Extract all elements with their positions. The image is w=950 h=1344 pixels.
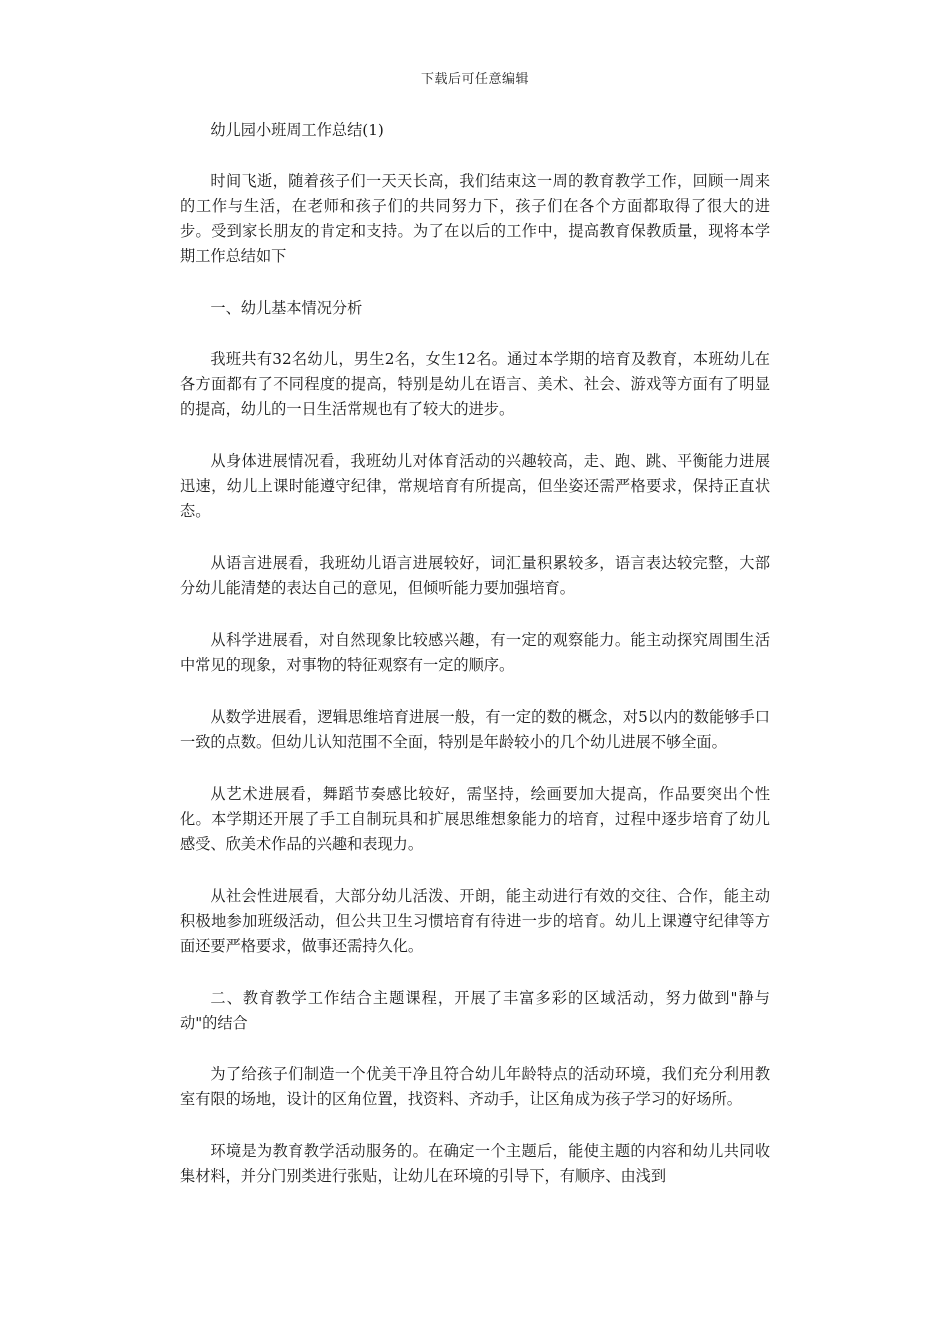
paragraph-social: 从社会性进展看，大部分幼儿活泼、开朗，能主动进行有效的交往、合作，能主动积极地参加班级活动，但公共卫生习惯培育有待进一步的培育。幼儿上课遵守纪律等方面还要严格要求，做事还需持久化。 xyxy=(180,887,770,955)
paragraph-math: 从数学进展看，逻辑思维培育进展一般，有一定的数的概念，对5以内的数能够手口一致的点数。但幼儿认知范围不全面，特别是年龄较小的几个幼儿进展不够全面。 xyxy=(180,708,770,751)
paragraph-science: 从科学进展看，对自然现象比较感兴趣，有一定的观察能力。能主动探究周围生活中常见的现象，对事物的特征观察有一定的顺序。 xyxy=(180,631,770,674)
page-header: 下载后可任意编辑 xyxy=(420,72,529,87)
paragraph-physical: 从身体进展情况看，我班幼儿对体育活动的兴趣较高，走、跑、跳、平衡能力进展迅速，幼儿上课时能遵守纪律，常规培育有所提高，但坐姿还需严格要求，保持正直状态。 xyxy=(180,452,770,520)
section-heading-2: 二、教育教学工作结合主题课程，开展了丰富多彩的区域活动，努力做到"静与动"的结合 xyxy=(180,989,770,1032)
paragraph-art: 从艺术进展看，舞蹈节奏感比较好，需坚持，绘画要加大提高，作品要突出个性化。本学期还开展了手工自制玩具和扩展思维想象能力的培育，过程中逐步培育了幼儿感受、欣美术作品的兴趣和表现力。 xyxy=(180,785,770,853)
document-title: 幼儿园小班周工作总结(1) xyxy=(210,121,384,139)
paragraph-language: 从语言进展看，我班幼儿语言进展较好，词汇量积累较多，语言表达较完整，大部分幼儿能清楚的表达自己的意见，但倾听能力要加强培育。 xyxy=(180,554,770,597)
paragraph-environment: 为了给孩子们制造一个优美干净且符合幼儿年龄特点的活动环境，我们充分利用教室有限的场地，设计的区角位置，找资料、齐动手，让区角成为孩子学习的好场所。 xyxy=(180,1065,770,1108)
document-body xyxy=(180,118,770,1216)
section-heading-1: 一、幼儿基本情况分析 xyxy=(210,299,363,317)
paragraph-intro: 时间飞逝，随着孩子们一天天长高，我们结束这一周的教育教学工作，回顾一周来的工作与生活，在老师和孩子们的共同努力下，孩子们在各个方面都取得了很大的进步。受到家长朋友的肯定和支持。为了在以后的工作中，提高教育保教质量，现将本学期工作总结如下 xyxy=(180,172,770,265)
paragraph-environment-service: 环境是为教育教学活动服务的。在确定一个主题后，能使主题的内容和幼儿共同收集材料，并分门别类进行张贴，让幼儿在环境的引导下，有顺序、由浅到 xyxy=(180,1142,770,1185)
paragraph-class-overview: 我班共有32名幼儿，男生2名，女生12名。通过本学期的培育及教育，本班幼儿在各方面都有了不同程度的提高，特别是幼儿在语言、美术、社会、游戏等方面有了明显的提高，幼儿的一日生活常规也有了较大的进步。 xyxy=(180,350,770,418)
